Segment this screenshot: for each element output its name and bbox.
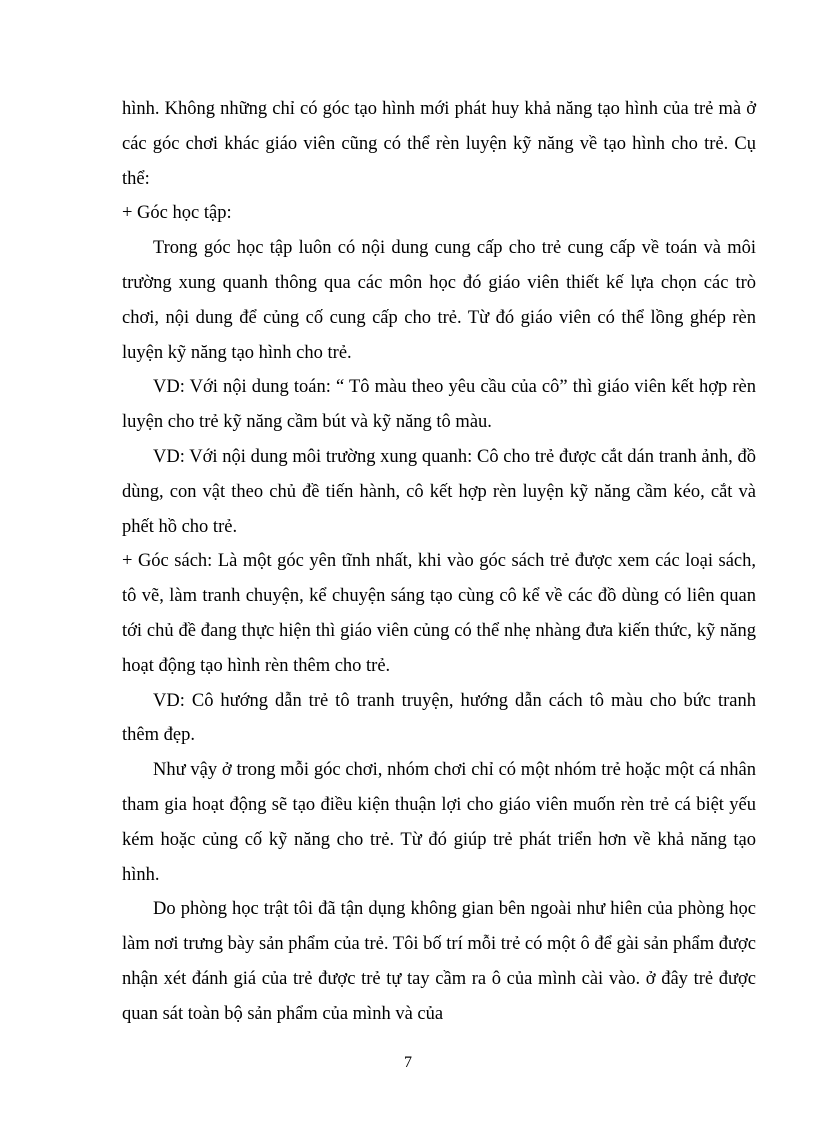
section-heading-goc-hoc-tap: + Góc học tập:	[122, 203, 232, 224]
example-paragraph: VD: Với nội dung toán: “ Tô màu theo yêu cầu của cô” thì giáo viên kết hợp rèn luyện cho trẻ kỹ năng cầm bút và kỹ năng tô màu.	[122, 377, 756, 433]
body-text	[122, 92, 756, 1032]
paragraph: hình. Không những chỉ có góc tạo hình mới phát huy khả năng tạo hình của trẻ mà ở các góc chơi khác giáo viên cũng có thể rèn luyện kỹ năng về tạo hình cho trẻ. Cụ thể:	[122, 99, 756, 189]
paragraph: Như vậy ở trong mỗi góc chơi, nhóm chơi chỉ có một nhóm trẻ hoặc một cá nhân tham gia hoạt động sẽ tạo điều kiện thuận lợi cho giáo viên muốn rèn trẻ cá biệt yếu kém hoặc củng cố kỹ năng cho trẻ. Từ đó giúp trẻ phát triển hơn về khả năng tạo hình.	[122, 760, 756, 885]
example-paragraph: VD: Cô hướng dẫn trẻ tô tranh truyện, hướng dẫn cách tô màu cho bức tranh thêm đẹp.	[122, 690, 756, 746]
example-paragraph: VD: Với nội dung môi trường xung quanh: Cô cho trẻ được cắt dán tranh ảnh, đồ dùng, con vật theo chủ đề tiến hành, cô kết hợp rèn luyện kỹ năng cầm kéo, cắt và phết hồ cho trẻ.	[122, 446, 756, 537]
paragraph: Do phòng học trật tôi đã tận dụng không gian bên ngoài như hiên của phòng học làm nơi trưng bày sản phẩm của trẻ. Tôi bố trí mỗi trẻ có một ô để gài sản phẩm được nhận xét đánh giá của trẻ được trẻ tự tay cầm ra ô của mình cài vào. ở đây trẻ được quan sát toàn bộ sản phẩm của mình và của	[122, 899, 756, 1024]
paragraph: Trong góc học tập luôn có nội dung cung cấp cho trẻ cung cấp về toán và môi trường xung quanh thông qua các môn học đó giáo viên thiết kế lựa chọn các trò chơi, nội dung để củng cố cung cấp cho trẻ. Từ đó giáo viên có thể lồng ghép rèn luyện kỹ năng tạo hình cho trẻ.	[122, 238, 756, 363]
section-paragraph-goc-sach: + Góc sách: Là một góc yên tĩnh nhất, khi vào góc sách trẻ được xem các loại sách, tô vẽ, làm tranh chuyện, kể chuyện sáng tạo cùng cô kể về các đồ dùng có liên quan tới chủ đề đang thực hiện thì giáo viên củng có thể nhẹ nhàng đưa kiến thức, kỹ năng hoạt động tạo hình rèn thêm cho trẻ.	[122, 551, 756, 676]
page-number: 7	[404, 1054, 412, 1071]
